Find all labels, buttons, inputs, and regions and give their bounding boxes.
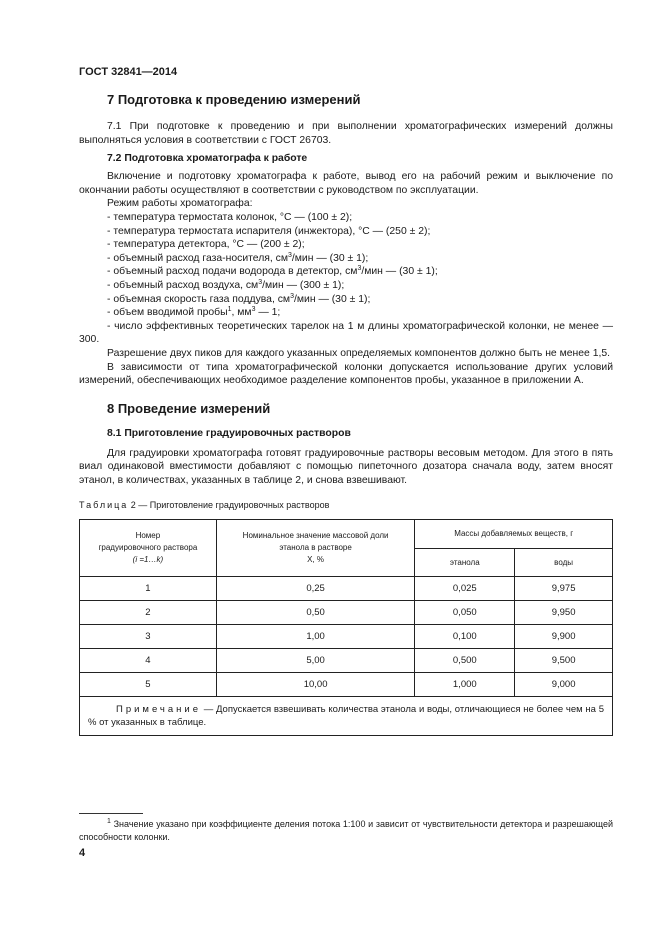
table-row: 2 0,50 0,050 9,950: [80, 601, 613, 625]
section-8-title: 8 Проведение измерений: [107, 400, 271, 416]
footnote: $^1$ Значение указано при коэффициенте деления потока 1:100 и зависит от чувствительности детектора и разрешающей способности колонки.: [79, 818, 613, 842]
page-number: 4: [79, 847, 86, 859]
list-item: - температура термостата испарителя (инжектора), °C — (250 ± 2);: [107, 225, 431, 237]
calibration-table: [79, 519, 613, 736]
paragraph-7-1: 7.1 При подготовке к проведению и при выполнении хроматографических измерений должны выполняться условия в соответствии с ГОСТ 26703.: [79, 121, 613, 146]
list-item: - температура термостата колонок, °C — (100 ± 2);: [107, 211, 353, 223]
table-row: 4 5,00 0,500 9,500: [80, 649, 613, 673]
list-item: - объемная скорость газа поддува, $см^3$/мин — (30 ± 1);: [107, 292, 371, 305]
table-note: Примечание — Допускается взвешивать количества этанола и воды, отличающиеся не более чем на 5 % от указанных в таблице.: [80, 697, 613, 736]
list-item: - объемный расход газа-носителя, $см^3$/мин — (30 ± 1);: [107, 251, 369, 264]
list-item: - объем вводимой пробы$^1$, $мм^3$ — 1;: [107, 306, 281, 319]
table-row: 3 1,00 0,100 9,900: [80, 625, 613, 649]
mode-label: Режим работы хроматографа:: [107, 198, 253, 210]
list-item: - объемный расход воздуха, $см^3$/мин — (300 ± 1);: [107, 278, 345, 291]
footnote-divider: [79, 813, 143, 814]
standard-header: ГОСТ 32841—2014: [79, 66, 178, 78]
header-mass-fraction: Номинальное значение массовой доли этанола в растворе X, %: [216, 520, 415, 577]
table-row: 5 10,00 1,000 9,000: [80, 673, 613, 697]
table-caption: Таблица 2 — Приготовление градуировочных растворов: [79, 500, 330, 511]
header-masses: Массы добавляемых веществ, г: [415, 520, 613, 549]
list-item: - объемный расход подачи водорода в детектор, $см^3$/мин — (30 ± 1);: [107, 265, 438, 278]
list-item: - число эффективных теоретических тарелок на 1 м длины хроматографической колонки, не менее — 300.: [79, 320, 613, 346]
header-solution-number: Номер градуировочного раствора (i =1…k): [80, 520, 217, 577]
table-row: 1 0,25 0,025 9,975: [80, 577, 613, 601]
subsection-7-2-title: 7.2 Подготовка хроматографа к работе: [107, 153, 308, 165]
header-ethanol: этанола: [415, 549, 515, 577]
subsection-8-1-title: 8.1 Приготовление градуировочных растворов: [107, 427, 351, 439]
paragraph-7-2: Включение и подготовку хроматографа к работе, вывод его на рабочий режим и выключение по окончании работы осуществляют в соответствии с руководством по эксплуатации.: [79, 171, 613, 196]
page-content: [79, 92, 613, 736]
header-water: воды: [515, 549, 613, 577]
section-7-title: 7 Подготовка к проведению измерений: [107, 92, 361, 107]
paragraph-8-1: Для градуировки хроматографа готовят градуировочные растворы весовым методом. Для этого в пять виал одинаковой вместимости добавляют с помощью пипеточного дозатора сначала воду, затем вносят этанол, в количествах, указанных в таблице 2, и снова взвешивают.: [79, 447, 613, 486]
paragraph-resolution: Разрешение двух пиков для каждого указанных определяемых компонентов должно быть не менее 1,5.: [107, 347, 611, 359]
paragraph-columns: В зависимости от типа хроматографической колонки допускается использование других условий измерений, обеспечивающих необходимое разделение компонентов пробы, указанное в приложении А.: [79, 361, 613, 387]
footnote-ref: 1: [227, 306, 232, 314]
list-item: - температура детектора, °C — (200 ± 2);: [107, 239, 305, 251]
